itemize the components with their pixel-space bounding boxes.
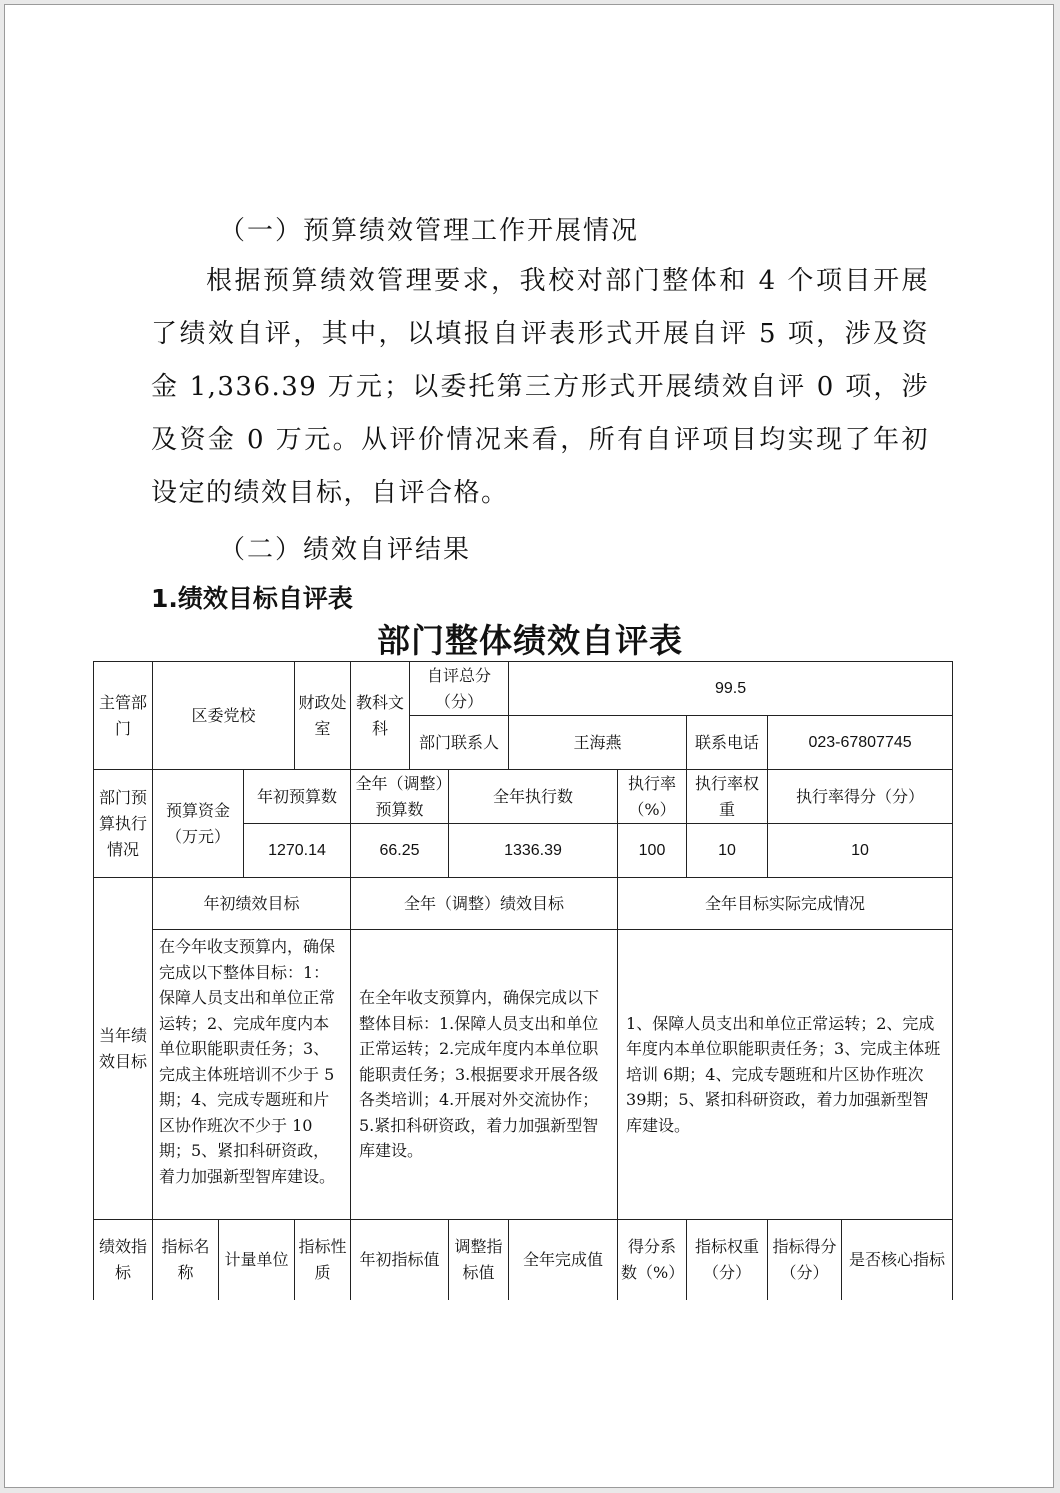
budget-header: 全年执行数	[449, 770, 618, 824]
goal-initial: 在今年收支预算内，确保完成以下整体目标：1：保障人员支出和单位正常运转；2、完成年度内本单位职能职责任务；3、完成主体班培训不少于 5期；4、完成专题班和片区协作班次不少于 10期；5、紧扣科研资政，着力加强新型智库建设。	[153, 930, 351, 1220]
budget-header: 执行率（%）	[618, 770, 687, 824]
contact-value: 王海燕	[509, 716, 687, 770]
budget-value: 66.25	[351, 824, 449, 878]
budget-value: 1336.39	[449, 824, 618, 878]
document-page	[4, 4, 1054, 1488]
budget-header: 年初预算数	[244, 770, 351, 824]
phone-value: 023-67807745	[768, 716, 953, 770]
dept-value: 区委党校	[153, 662, 295, 770]
indicator-header: 全年完成值	[509, 1220, 618, 1300]
goal-adjusted: 在全年收支预算内，确保完成以下整体目标：1.保障人员支出和单位正常运转；2.完成年度内本单位职能职责任务；3.根据要求开展各级各类培训；4.开展对外交流协作；5.紧扣科研资政，着力加强新型智库建设。	[351, 930, 618, 1220]
section1-paragraph: 根据预算绩效管理要求，我校对部门整体和 4 个项目开展了绩效自评，其中，以填报自评表形式开展自评 5 项，涉及资金 1,336.39 万元；以委托第三方形式开展绩效自评 0 项，涉及资金 0 万元。从评价情况来看，所有自评项目均实现了年初设定的绩效目标，自评合格。	[151, 266, 929, 508]
score-value: 99.5	[509, 662, 953, 716]
indicator-header: 指标得分（分）	[768, 1220, 842, 1300]
section1-heading: （一）预算绩效管理工作开展情况	[219, 216, 640, 246]
budget-section-label: 部门预算执行情况	[94, 770, 153, 878]
goal-actual: 1、保障人员支出和单位正常运转；2、完成年度内本单位职能职责任务；3、完成主体班培训 6期；4、完成专题班和片区协作班次 39期；5、紧扣科研资政，着力加强新型智库建设。	[618, 930, 953, 1220]
indicator-header: 是否核心指标	[842, 1220, 953, 1300]
budget-value: 10	[687, 824, 768, 878]
budget-header: 执行率权重	[687, 770, 768, 824]
table-title: 部门整体绩效自评表	[377, 621, 683, 660]
subsection-heading: 1.绩效目标自评表	[151, 584, 353, 613]
goal-header: 全年目标实际完成情况	[618, 878, 953, 930]
phone-label: 联系电话	[687, 716, 768, 770]
goal-section-label: 当年绩效目标	[94, 878, 153, 1220]
section2-heading: （二）绩效自评结果	[219, 535, 472, 565]
budget-value: 10	[768, 824, 953, 878]
self-evaluation-table	[93, 661, 953, 1300]
indicator-header: 得分系数（%）	[618, 1220, 687, 1300]
goal-header: 全年（调整）绩效目标	[351, 878, 618, 930]
indicator-header: 调整指标值	[449, 1220, 509, 1300]
budget-header: 执行率得分（分）	[768, 770, 953, 824]
contact-label: 部门联系人	[410, 716, 509, 770]
office-value: 教科文科	[351, 662, 410, 770]
budget-value: 100	[618, 824, 687, 878]
indicator-header: 年初指标值	[351, 1220, 449, 1300]
score-label: 自评总分（分）	[410, 662, 509, 716]
indicator-header: 指标权重（分）	[687, 1220, 768, 1300]
indicator-header: 指标性质	[295, 1220, 351, 1300]
office-label: 财政处室	[295, 662, 351, 770]
goal-header: 年初绩效目标	[153, 878, 351, 930]
budget-funds-label: 预算资金（万元）	[153, 770, 244, 878]
indicator-section-label: 绩效指标	[94, 1220, 153, 1300]
indicator-header: 指标名称	[153, 1220, 219, 1300]
indicator-header: 计量单位	[219, 1220, 295, 1300]
budget-header: 全年（调整）预算数	[351, 770, 449, 824]
dept-label: 主管部门	[94, 662, 153, 770]
budget-value: 1270.14	[244, 824, 351, 878]
